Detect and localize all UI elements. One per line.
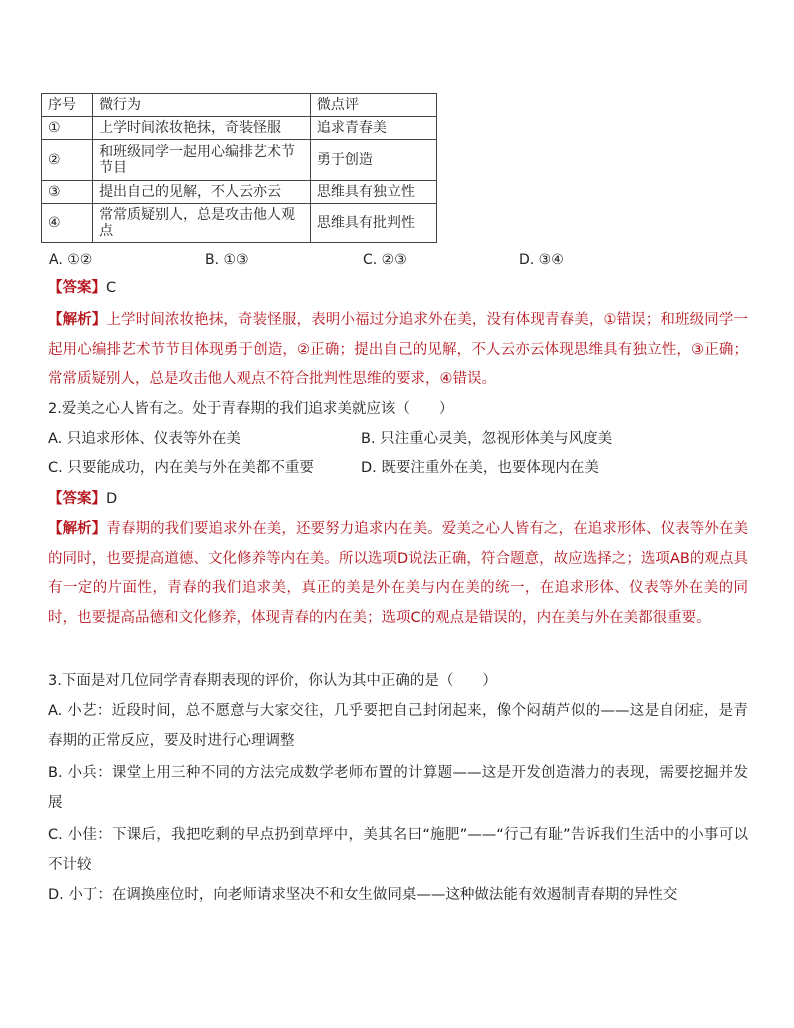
table-cell: ④ <box>42 204 93 243</box>
answer-value: C <box>106 280 117 296</box>
table-cell: 提出自己的见解，不人云亦云 <box>93 181 311 204</box>
table-cell: ③ <box>42 181 93 204</box>
q1-answer <box>48 274 748 304</box>
table-header-cell: 序号 <box>42 94 93 117</box>
q2-option-c: C. 只要能成功，内在美与外在美都不重要 <box>48 460 314 476</box>
table-header-row <box>42 94 437 117</box>
table-cell: 思维具有批判性 <box>310 204 436 243</box>
q1-analysis <box>48 306 748 395</box>
q3-option-d: D. 小丁：在调换座位时，向老师请求坚决不和女生做同桌——这种做法能有效遏制青春期的异性交 <box>48 887 678 903</box>
table-cell: 追求青春美 <box>310 117 436 140</box>
table-cell: 常常质疑别人，总是攻击他人观点 <box>93 204 311 243</box>
q3-option-b: B. 小兵：课堂上用三种不同的方法完成数学老师布置的计算题——这是开发创造潜力的表现，需要挖掘并发展 <box>48 765 748 811</box>
table-cell: 和班级同学一起用心编排艺术节节目 <box>93 140 311 181</box>
table-cell: ① <box>42 117 93 140</box>
table-cell: 思维具有独立性 <box>310 181 436 204</box>
q3-option-a: A. 小艺：近段时间，总不愿意与大家交往，几乎要把自己封闭起来，像个闷葫芦似的——这是自闭症，是青春期的正常反应，要及时进行心理调整 <box>48 703 748 749</box>
behavior-table <box>41 93 437 243</box>
q1-option-d: D. ③④ <box>519 252 564 268</box>
table-row <box>42 140 437 181</box>
analysis-tag: 【解析】 <box>48 521 107 537</box>
q2-analysis <box>48 515 748 633</box>
q2-options-row2 <box>48 454 748 483</box>
table-header-cell: 微行为 <box>93 94 311 117</box>
table-cell: ② <box>42 140 93 181</box>
q1-option-b: B. ①③ <box>205 252 249 268</box>
table-header-cell: 微点评 <box>310 94 436 117</box>
q2-stem: 2.爱美之心人皆有之。处于青春期的我们追求美就应该（ ） <box>48 401 454 417</box>
analysis-text: 上学时间浓妆艳抹，奇装怪服，表明小福过分追求外在美，没有体现青春美，①错误；和班级同学一起用心编排艺术节节目体现勇于创造，②正确；提出自己的见解，不人云亦云体现思维具有独立性，③正确；常常质疑别人，总是攻击他人观点不符合批判性思维的要求，④错误。 <box>48 312 748 387</box>
answer-tag: 【答案】 <box>48 280 106 296</box>
q3-option-c: C. 小佳：下课后，我把吃剩的早点扔到草坪中，美其名曰“施肥”——“行己有耻”告诉我们生活中的小事可以不计较 <box>48 827 748 873</box>
analysis-tag: 【解析】 <box>48 312 107 328</box>
q2-option-b: B. 只注重心灵美，忽视形体美与风度美 <box>361 431 613 447</box>
q1-options <box>49 250 749 270</box>
table-row <box>42 204 437 243</box>
q2-options-row1 <box>48 425 748 454</box>
q1-option-c: C. ②③ <box>363 252 407 268</box>
q2-option-a: A. 只追求形体、仪表等外在美 <box>48 431 241 447</box>
q2-option-d: D. 既要注重外在美，也要体现内在美 <box>361 460 599 476</box>
table-row <box>42 117 437 140</box>
table-cell: 勇于创造 <box>310 140 436 181</box>
table-cell: 上学时间浓妆艳抹，奇装怪服 <box>93 117 311 140</box>
table-row <box>42 181 437 204</box>
answer-value: D <box>106 491 118 507</box>
q3-stem: 3.下面是对几位同学青春期表现的评价，你认为其中正确的是（ ） <box>48 673 497 689</box>
analysis-text: 青春期的我们要追求外在美，还要努力追求内在美。爱美之心人皆有之，在追求形体、仪表等外在美的同时，也要提高道德、文化修养等内在美。所以选项D说法正确，符合题意，故应选择之；选项AB的观点具有一定的片面性，青春的我们追求美，真正的美是外在美与内在美的统一，在追求形体、仪表等外在美的同时，也要提高品德和文化修养，体现青春的内在美；选项C的观点是错误的，内在美与外在美都很重要。 <box>48 521 748 626</box>
q2-answer <box>48 485 748 515</box>
q1-option-a: A. ①② <box>49 252 93 268</box>
answer-tag: 【答案】 <box>48 491 106 507</box>
